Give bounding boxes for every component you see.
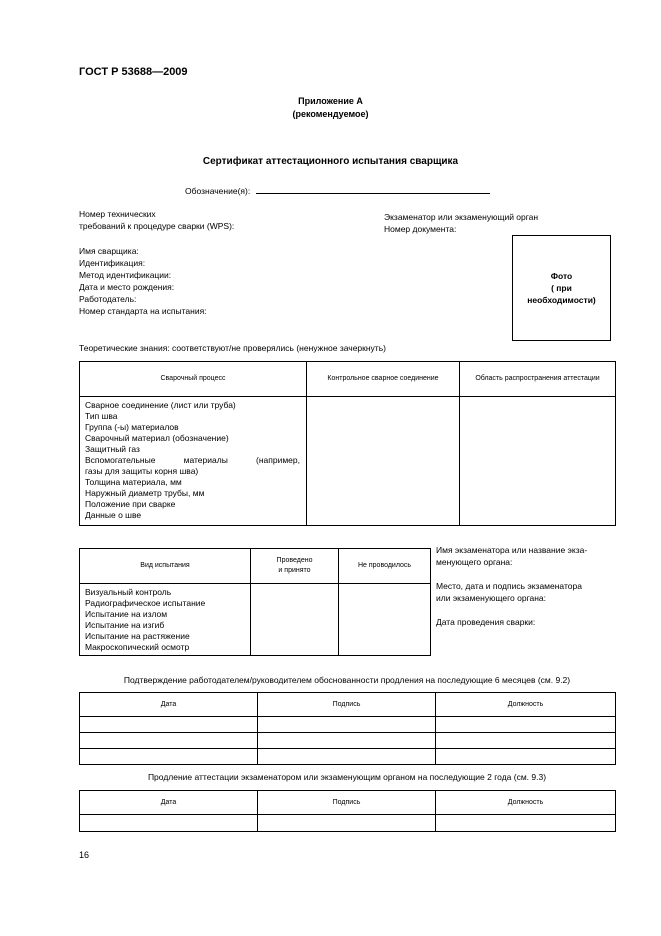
extend-2y-header-signature: Подпись	[258, 791, 436, 815]
field-employer: Работодатель:	[79, 294, 137, 304]
date-cell[interactable]	[80, 733, 258, 749]
list-item: Радиографическое испытание	[85, 598, 206, 608]
list-item: Испытание на растяжение	[85, 631, 190, 641]
extend-2y-table	[79, 790, 616, 832]
date-cell[interactable]	[80, 815, 258, 832]
extend-2y-header-position: Должность	[436, 791, 616, 815]
aux-word: Вспомогательные	[85, 455, 156, 465]
list-item: Данные о шве	[85, 510, 142, 520]
list-item: Сварочный материал (обозначение)	[85, 433, 229, 443]
list-item: Испытание на излом	[85, 609, 168, 619]
test-header-passed-line2: и принято	[278, 567, 311, 574]
aux-word: материалы	[183, 455, 228, 465]
field-document-number: Номер документа:	[384, 224, 457, 234]
test-table	[79, 548, 431, 656]
list-item: Положение при сварке	[85, 499, 176, 509]
examiner-sign-line2: или экзаменующего органа:	[436, 593, 546, 603]
test-header-passed	[251, 549, 339, 584]
control-joint-cell[interactable]	[307, 397, 460, 526]
position-cell[interactable]	[436, 733, 616, 749]
designation-row	[185, 184, 490, 196]
process-items-cell	[80, 397, 307, 526]
designation-label: Обозначение(я):	[185, 186, 253, 196]
position-cell[interactable]	[436, 717, 616, 733]
test-items-cell	[80, 584, 251, 656]
field-welder-name: Имя сварщика:	[79, 246, 139, 256]
signature-cell[interactable]	[258, 749, 436, 765]
list-item: Испытание на изгиб	[85, 620, 165, 630]
test-passed-cell[interactable]	[251, 584, 339, 656]
photo-label-line2: ( при	[551, 283, 572, 293]
extend-2y-caption: Продление аттестации экзаменатором или экзаменующим органом на последующие 2 года (см. 9.3)	[147, 772, 547, 782]
test-header-passed-line1: Проведено	[276, 557, 313, 564]
list-item: Группа (-ы) материалов	[85, 422, 179, 432]
confirm-6m-caption: Подтверждение работодателем/руководителем обоснованности продления на последующие 6 месяцев (см. 9.2)	[123, 675, 571, 685]
list-item: Сварное соединение (лист или труба)	[85, 400, 236, 410]
signature-cell[interactable]	[258, 717, 436, 733]
certificate-title: Сертификат аттестационного испытания сварщика	[202, 156, 459, 167]
list-item: Макроскопический осмотр	[85, 642, 190, 652]
test-header-not-performed: Не проводилось	[339, 549, 431, 584]
signature-cell[interactable]	[258, 733, 436, 749]
photo-label-line1: Фото	[550, 271, 573, 281]
field-test-standard: Номер стандарта на испытания:	[79, 306, 207, 316]
list-item: Визуальный контроль	[85, 587, 172, 597]
table-row	[80, 815, 616, 832]
field-identification: Идентификация:	[79, 258, 146, 268]
list-item-aux-materials	[85, 455, 300, 466]
annex-title: Приложение А	[298, 96, 363, 106]
field-wps-number-line2: требований к процедуре сварки (WPS):	[79, 221, 235, 231]
annex-note: (рекомендуемое)	[292, 109, 369, 119]
position-cell[interactable]	[436, 815, 616, 832]
confirm-6m-header-position: Должность	[436, 693, 616, 717]
photo-label-line3: необходимости)	[527, 295, 596, 305]
designation-blank-line	[256, 184, 490, 194]
examiner-sign-line1: Место, дата и подпись экзаменатора	[436, 581, 582, 591]
aux-word: (например,	[256, 455, 300, 465]
field-examiner: Экзаменатор или экзаменующий орган	[384, 212, 539, 222]
page-number: 16	[79, 850, 90, 860]
process-header-scope: Область распространения аттестации	[460, 362, 616, 397]
confirm-6m-table	[79, 692, 616, 765]
confirm-6m-header-date: Дата	[80, 693, 258, 717]
welding-date: Дата проведения сварки:	[436, 617, 536, 627]
confirm-6m-header-signature: Подпись	[258, 693, 436, 717]
list-item: Толщина материала, мм	[85, 477, 182, 487]
position-cell[interactable]	[436, 749, 616, 765]
list-item: Тип шва	[85, 411, 118, 421]
date-cell[interactable]	[80, 717, 258, 733]
list-item: Наружный диаметр трубы, мм	[85, 488, 205, 498]
table-row	[80, 733, 616, 749]
photo-box	[512, 235, 611, 341]
table-row	[80, 717, 616, 733]
field-wps-number-line1: Номер технических	[79, 209, 156, 219]
extend-2y-header-date: Дата	[80, 791, 258, 815]
examiner-name-line1: Имя экзаменатора или название экза-	[436, 545, 588, 555]
standard-header: ГОСТ Р 53688—2009	[79, 66, 188, 78]
process-header-process: Сварочный процесс	[80, 362, 307, 397]
examiner-name-line2: менующего органа:	[436, 557, 513, 567]
field-identification-method: Метод идентификации:	[79, 270, 172, 280]
test-not-performed-cell[interactable]	[339, 584, 431, 656]
date-cell[interactable]	[80, 749, 258, 765]
process-table	[79, 361, 616, 526]
list-item: газы для защиты корня шва)	[85, 466, 199, 476]
list-item: Защитный газ	[85, 444, 140, 454]
theory-knowledge-line: Теоретические знания: соответствуют/не проверялись (ненужное зачеркнуть)	[79, 343, 386, 353]
process-header-control-joint: Контрольное сварное соединение	[307, 362, 460, 397]
test-header-type: Вид испытания	[80, 549, 251, 584]
field-birth-date-place: Дата и место рождения:	[79, 282, 175, 292]
table-row	[80, 749, 616, 765]
signature-cell[interactable]	[258, 815, 436, 832]
scope-cell[interactable]	[460, 397, 616, 526]
